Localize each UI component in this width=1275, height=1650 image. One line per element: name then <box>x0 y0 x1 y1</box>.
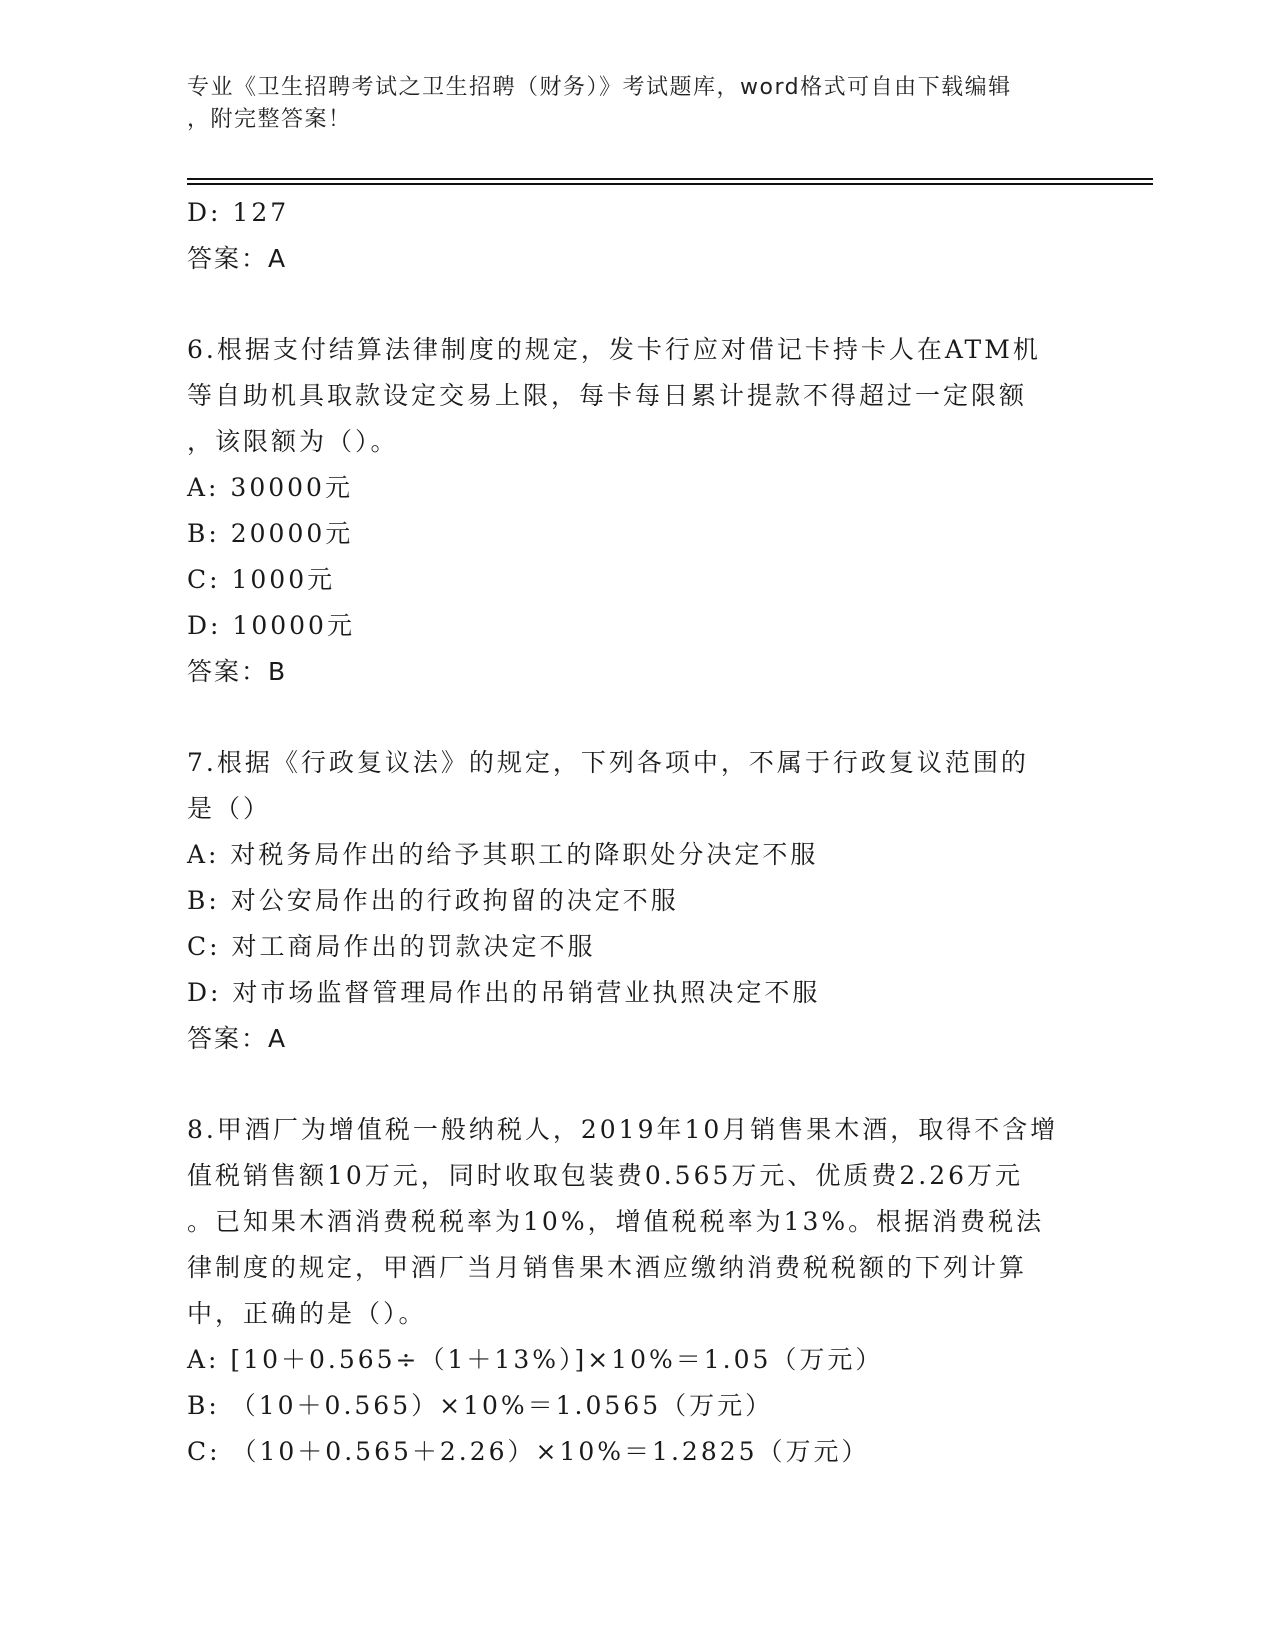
option-d: D: 对市场监督管理局作出的吊销营业执照决定不服 <box>187 978 821 1007</box>
header-divider-bottom <box>187 183 1153 185</box>
question-stem: 律制度的规定，甲酒厂当月销售果木酒应缴纳消费税税额的下列计算 <box>187 1253 1028 1282</box>
option-a: A: [10＋0.565÷（1＋13%）]×10%＝1.05（万元） <box>187 1345 884 1374</box>
option-b: B: 对公安局作出的行政拘留的决定不服 <box>187 886 679 915</box>
option-a: A: 对税务局作出的给予其职工的降职处分决定不服 <box>187 840 819 869</box>
option-d: D: 10000元 <box>187 611 355 640</box>
question-stem: 7.根据《行政复议法》的规定，下列各项中，不属于行政复议范围的 <box>187 748 1029 777</box>
option-d: D: 127 <box>187 198 290 227</box>
header-line-1: 专业《卫生招聘考试之卫生招聘（财务）》考试题库，word格式可自由下载编辑 <box>187 75 1012 100</box>
answer: 答案：A <box>187 244 288 273</box>
option-c: C: 对工商局作出的罚款决定不服 <box>187 932 596 961</box>
question-stem: 是（） <box>187 794 272 823</box>
question-stem: 中，正确的是（）。 <box>187 1299 427 1328</box>
document-body <box>187 190 1087 1475</box>
option-c: C: 1000元 <box>187 565 336 594</box>
question-8 <box>187 1107 1087 1475</box>
answer: 答案：A <box>187 1024 288 1053</box>
question-6 <box>187 327 1087 695</box>
document-header <box>187 72 1067 136</box>
question-stem: 等自助机具取款设定交易上限，每卡每日累计提款不得超过一定限额 <box>187 381 1028 410</box>
question-stem: ，该限额为（）。 <box>187 427 399 456</box>
question-stem: 。已知果木酒消费税税率为10%，增值税税率为13%。根据消费税法 <box>187 1207 1045 1236</box>
question-7 <box>187 740 1087 1062</box>
option-c: C: （10＋0.565＋2.26）×10%＝1.2825（万元） <box>187 1437 870 1466</box>
question-stem: 8.甲酒厂为增值税一般纳税人，2019年10月销售果木酒，取得不含增 <box>187 1115 1059 1144</box>
header-divider-top <box>187 178 1153 180</box>
option-b: B: 20000元 <box>187 519 354 548</box>
option-a: A: 30000元 <box>187 473 353 502</box>
header-line-2: ，附完整答案！ <box>187 107 352 132</box>
question-stem: 6.根据支付结算法律制度的规定，发卡行应对借记卡持卡人在ATM机 <box>187 335 1041 364</box>
question-stem: 值税销售额10万元，同时收取包装费0.565万元、优质费2.26万元 <box>187 1161 1024 1190</box>
option-b: B: （10＋0.565）×10%＝1.0565（万元） <box>187 1391 774 1420</box>
question-5-tail <box>187 190 1087 282</box>
answer: 答案：B <box>187 657 288 686</box>
